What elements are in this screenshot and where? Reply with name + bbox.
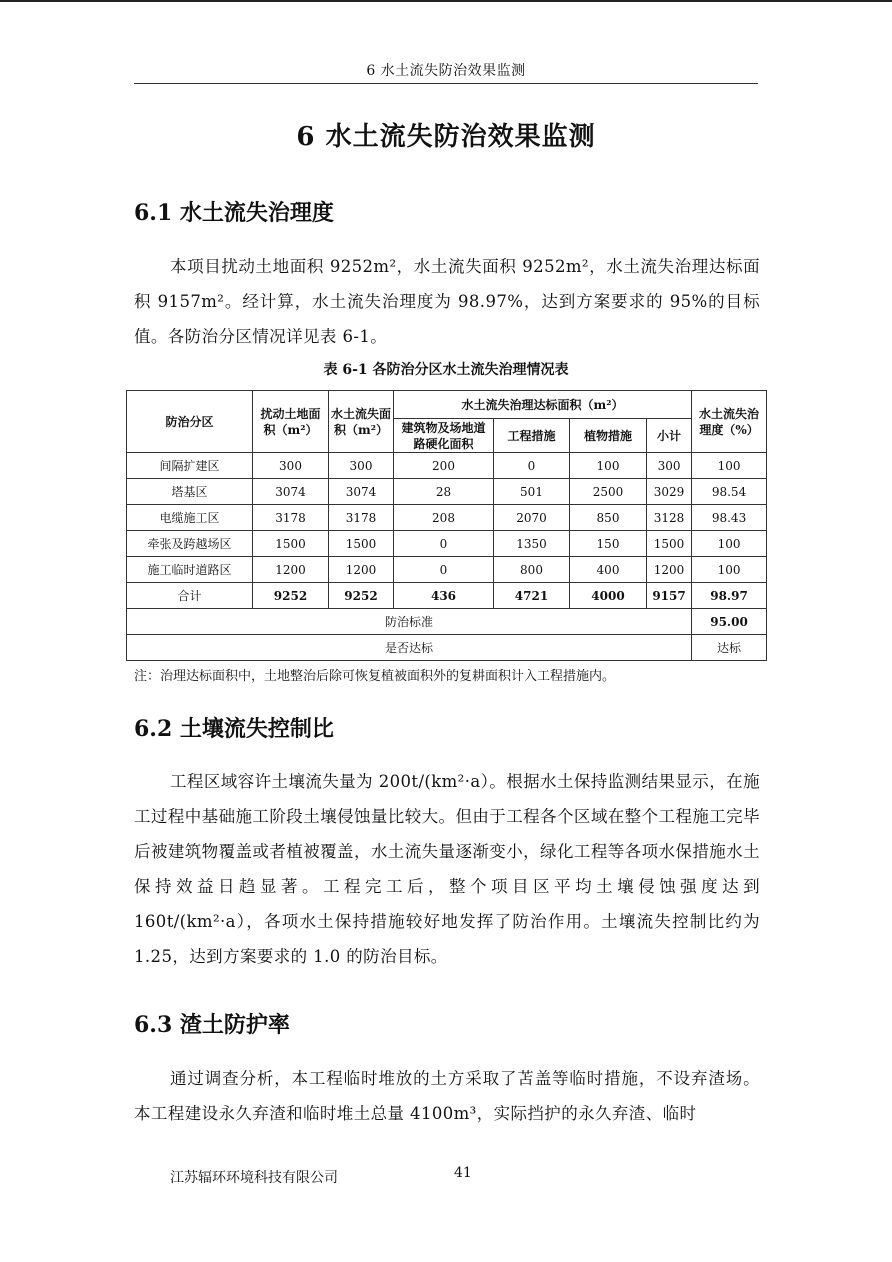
table-cell: 98.54 xyxy=(692,479,767,505)
meets-value: 达标 xyxy=(692,635,767,661)
section-6-2-paragraph: 工程区域容许土壤流失量为 200t/(km²·a）。根据水土保持监测结果显示，在施工过程中基础施工阶段土壤侵蚀量比较大。但由于工程各个区域在整个工程施工完毕后被建筑物覆盖或者植被覆盖，水土流失量逐渐变小，绿化工程等各项水保措施水土保持效益日趋显著。工程完工后，整个项目区平均土壤侵蚀强度达到 160t/(km²·a），各项水土保持措施较好地发挥了防治作用。土壤流失控制比约为 1.25，达到方案要求的 1.0 的防治目标。 xyxy=(134,772,760,966)
header-treated-group: 水土流失治理达标面积（m²） xyxy=(394,391,692,419)
table-cell: 300 xyxy=(647,453,692,479)
table-cell: 合计 xyxy=(127,583,253,609)
table-note: 注：治理达标面积中，土地整治后除可恢复植被面积外的复耕面积计入工程措施内。 xyxy=(134,669,616,684)
table-cell: 3029 xyxy=(647,479,692,505)
table-cell: 9252 xyxy=(253,583,329,609)
section-6-3-paragraph: 通过调查分析，本工程临时堆放的土方采取了苫盖等临时措施，不设弃渣场。本工程建设永久弃渣和临时堆土总量 4100m³，实际挡护的永久弃渣、临时 xyxy=(134,1069,760,1123)
table-cell: 1200 xyxy=(253,557,329,583)
table-cell: 1500 xyxy=(329,531,394,557)
table-row xyxy=(127,531,767,557)
section-6-2-heading: 6.2 土壤流失控制比 xyxy=(134,716,334,742)
chapter-title: 6 水土流失防治效果监测 xyxy=(296,122,596,152)
table-cell: 牵张及跨越场区 xyxy=(127,531,253,557)
table-standard-row xyxy=(127,609,767,635)
page-number: 41 xyxy=(454,1165,472,1181)
standard-value: 95.00 xyxy=(692,609,767,635)
table-cell: 300 xyxy=(329,453,394,479)
table-cell: 98.43 xyxy=(692,505,767,531)
table-cell: 4721 xyxy=(494,583,570,609)
table-cell: 100 xyxy=(692,531,767,557)
table-row xyxy=(127,557,767,583)
table-cell: 3074 xyxy=(329,479,394,505)
table-cell: 1200 xyxy=(647,557,692,583)
table-cell: 0 xyxy=(394,557,494,583)
section-6-1-heading: 6.1 水土流失治理度 xyxy=(134,200,334,226)
table-cell: 1200 xyxy=(329,557,394,583)
table-cell: 3178 xyxy=(253,505,329,531)
table-cell: 3178 xyxy=(329,505,394,531)
table-cell: 1500 xyxy=(253,531,329,557)
table-cell: 4000 xyxy=(570,583,647,609)
standard-label: 防治标准 xyxy=(127,609,692,635)
table-cell: 9252 xyxy=(329,583,394,609)
table-cell: 1500 xyxy=(647,531,692,557)
table-cell: 2070 xyxy=(494,505,570,531)
header-degree: 水土流失治理度（%） xyxy=(692,391,767,453)
table-cell: 3074 xyxy=(253,479,329,505)
table-cell: 施工临时道路区 xyxy=(127,557,253,583)
meets-label: 是否达标 xyxy=(127,635,692,661)
header-buildings: 建筑物及场地道路硬化面积 xyxy=(394,419,494,453)
header-zone: 防治分区 xyxy=(127,391,253,453)
running-header: 6 水土流失防治效果监测 xyxy=(366,63,526,79)
erosion-treatment-table xyxy=(126,390,767,661)
table-cell: 电缆施工区 xyxy=(127,505,253,531)
table-row xyxy=(127,479,767,505)
table-cell: 150 xyxy=(570,531,647,557)
header-rule xyxy=(134,83,758,84)
header-subtotal: 小计 xyxy=(647,419,692,453)
table-meets-row xyxy=(127,635,767,661)
top-border-line xyxy=(0,0,892,2)
table-cell: 800 xyxy=(494,557,570,583)
table-cell: 3128 xyxy=(647,505,692,531)
section-6-3-heading: 6.3 渣土防护率 xyxy=(134,1012,290,1038)
table-caption: 表 6-1 各防治分区水土流失治理情况表 xyxy=(323,362,569,378)
table-cell: 塔基区 xyxy=(127,479,253,505)
table-total-row xyxy=(127,583,767,609)
table-cell: 501 xyxy=(494,479,570,505)
table-cell: 0 xyxy=(494,453,570,479)
table-cell: 28 xyxy=(394,479,494,505)
table-row xyxy=(127,453,767,479)
table-cell: 0 xyxy=(394,531,494,557)
table-cell: 9157 xyxy=(647,583,692,609)
footer-company: 江苏辐环环境科技有限公司 xyxy=(170,1170,338,1186)
section-6-1-paragraph: 本项目扰动土地面积 9252m²，水土流失面积 9252m²，水土流失治理达标面积 9157m²。经计算，水土流失治理度为 98.97%，达到方案要求的 95%的目标值。各防治分区情况详见表 6-1。 xyxy=(134,257,760,346)
header-disturbed-area: 扰动土地面积（m²） xyxy=(253,391,329,453)
table-row xyxy=(127,505,767,531)
table-cell: 间隔扩建区 xyxy=(127,453,253,479)
table-cell: 400 xyxy=(570,557,647,583)
header-vegetation: 植物措施 xyxy=(570,419,647,453)
table-cell: 850 xyxy=(570,505,647,531)
table-cell: 100 xyxy=(692,453,767,479)
table-cell: 208 xyxy=(394,505,494,531)
table-cell: 200 xyxy=(394,453,494,479)
header-engineering: 工程措施 xyxy=(494,419,570,453)
table-cell: 2500 xyxy=(570,479,647,505)
table-cell: 300 xyxy=(253,453,329,479)
header-loss-area: 水土流失面积（m²） xyxy=(329,391,394,453)
table-cell: 98.97 xyxy=(692,583,767,609)
table-cell: 100 xyxy=(692,557,767,583)
table-cell: 436 xyxy=(394,583,494,609)
table-cell: 100 xyxy=(570,453,647,479)
table-cell: 1350 xyxy=(494,531,570,557)
